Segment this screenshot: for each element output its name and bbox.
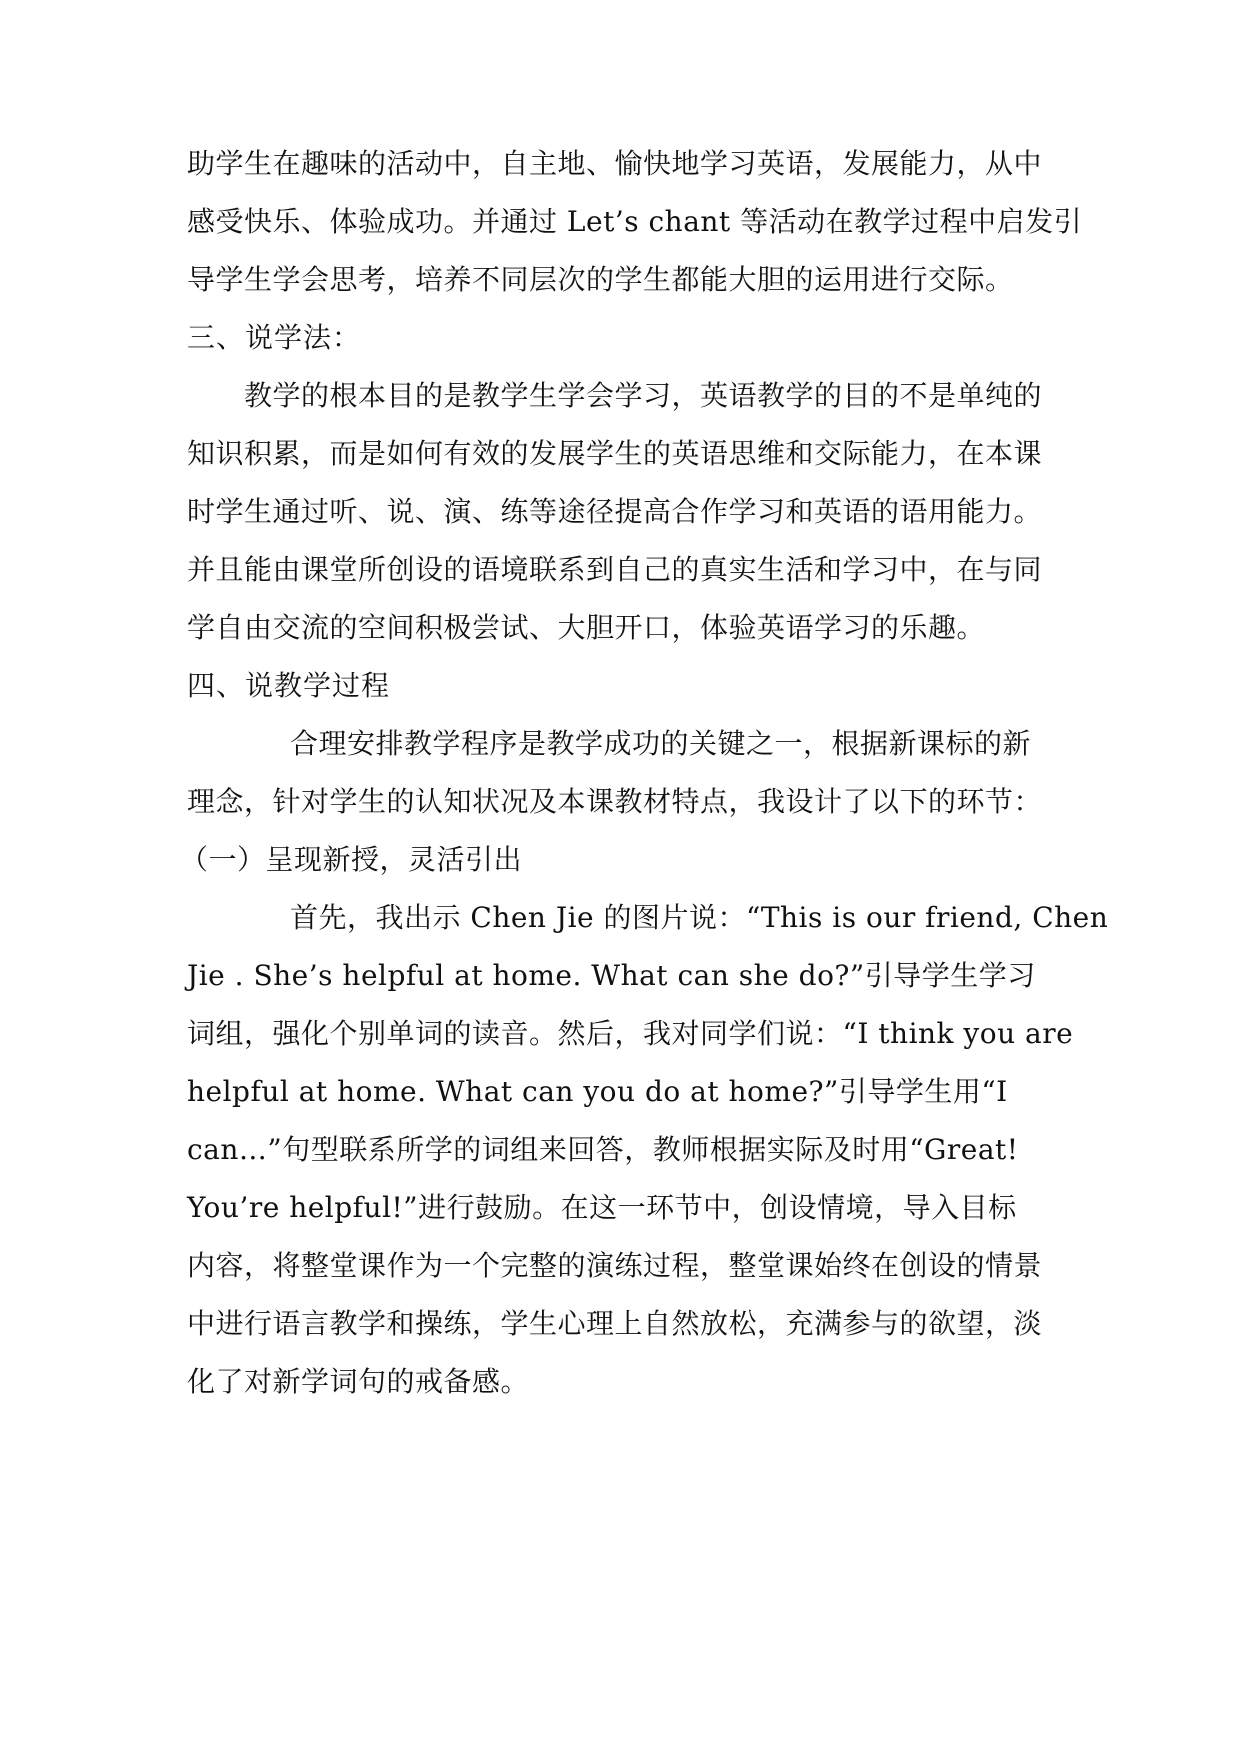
paragraph-line: You’re helpful!”进行鼓励。在这一环节中，创设情境，导入目标: [187, 1191, 1017, 1224]
paragraph-line: helpful at home. What can you do at home?”引导学生用“I: [187, 1075, 1008, 1108]
paragraph-line: 合理安排教学程序是教学成功的关键之一，根据新课标的新: [290, 727, 1032, 760]
paragraph-line: 首先，我出示 Chen Jie 的图片说：“This is our friend, Chen: [290, 901, 1109, 934]
paragraph-line: 知识积累，而是如何有效的发展学生的英语思维和交际能力，在本课: [187, 437, 1043, 470]
paragraph-line: 理念，针对学生的认知状况及本课教材特点，我设计了以下的环节：: [187, 785, 1043, 818]
paragraph-line: 并且能由课堂所创设的语境联系到自己的真实生活和学习中，在与同: [187, 553, 1043, 586]
paragraph-line: 中进行语言教学和操练，学生心理上自然放松，充满参与的欲望，淡: [187, 1307, 1043, 1340]
paragraph-line: 学自由交流的空间积极尝试、大胆开口，体验英语学习的乐趣。: [187, 611, 986, 644]
section-heading-study-method: 三、说学法：: [187, 321, 362, 354]
paragraph-line: 感受快乐、体验成功。并通过 Let’s chant 等活动在教学过程中启发引: [187, 205, 1083, 238]
paragraph-line: can…”句型联系所学的词组来回答，教师根据实际及时用“Great!: [187, 1133, 1019, 1166]
paragraph-line: 化了对新学词句的戒备感。: [187, 1365, 530, 1398]
paragraph-line: 词组，强化个别单词的读音。然后，我对同学们说：“I think you are: [187, 1017, 1074, 1050]
paragraph-line: 内容，将整堂课作为一个完整的演练过程，整堂课始终在创设的情景: [187, 1249, 1043, 1282]
paragraph-line: Jie . She’s helpful at home. What can she do?”引导学生学习: [187, 959, 1036, 992]
paragraph-line: 时学生通过听、说、演、练等途径提高合作学习和英语的语用能力。: [187, 495, 1043, 528]
sub-heading-presentation: （一）呈现新授，灵活引出: [180, 843, 523, 876]
paragraph-line: 导学生学会思考，培养不同层次的学生都能大胆的运用进行交际。: [187, 263, 1014, 296]
paragraph-line: 教学的根本目的是教学生学会学习，英语教学的目的不是单纯的: [244, 379, 1043, 412]
paragraph-line: 助学生在趣味的活动中，自主地、愉快地学习英语，发展能力，从中: [187, 147, 1043, 180]
section-heading-teaching-process: 四、说教学过程: [187, 669, 391, 702]
